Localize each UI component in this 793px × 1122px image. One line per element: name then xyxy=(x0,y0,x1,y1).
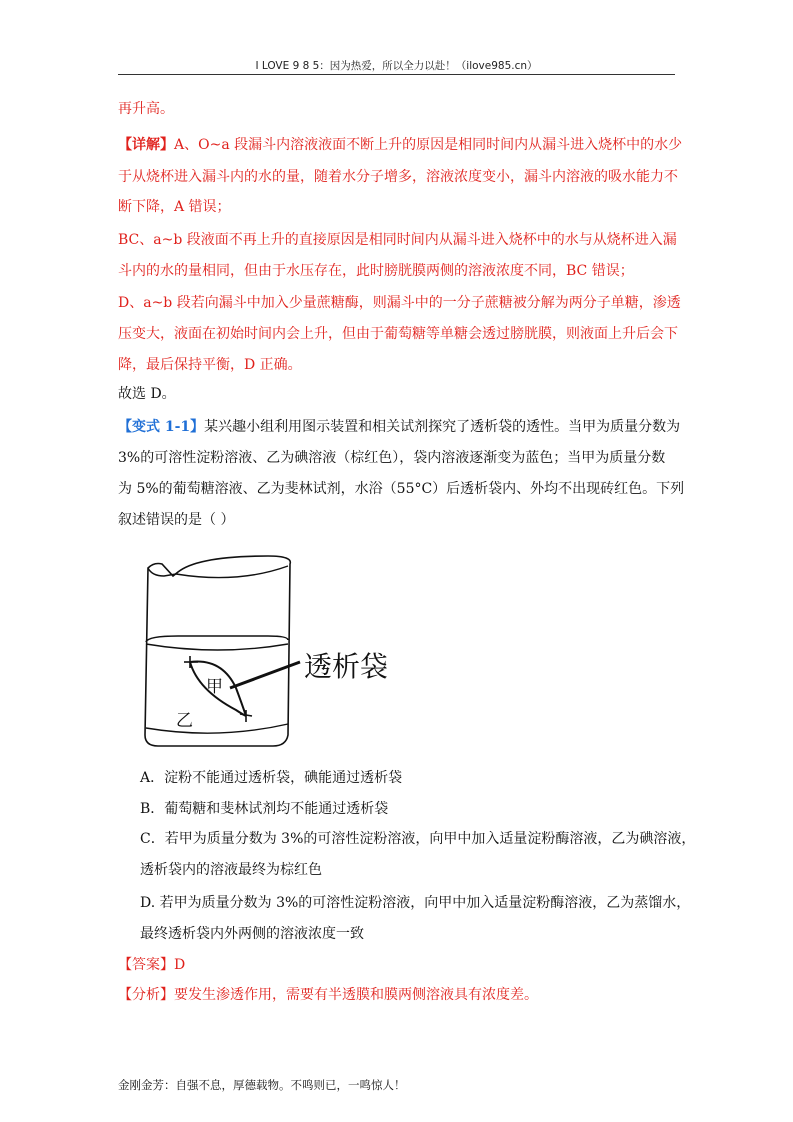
option-c-line-2: 透析袋内的溶液最终为棕红色 xyxy=(140,862,322,878)
option-a: A．淀粉不能通过透析袋，碘能通过透析袋 xyxy=(140,770,403,786)
label-jia: 甲 xyxy=(206,677,223,697)
beaker-bottom xyxy=(146,724,288,733)
option-b: B．葡萄糖和斐林试剂均不能通过透析袋 xyxy=(140,801,389,817)
answer-tag: 【答案】 xyxy=(118,957,174,973)
page-header: I LOVE 9 8 5：因为热爱，所以全力以赴！（ilove985.cn） xyxy=(255,60,538,72)
beaker-outline xyxy=(145,556,290,746)
answer-value: D xyxy=(174,957,186,973)
detail-line-6: D、a~b 段若向漏斗中加入少量蔗糖酶，则漏斗中的一分子蔗糖被分解为两分子单糖，渗透 xyxy=(118,295,681,311)
detail-line-7: 压变大，液面在初始时间内会上升，但由于葡萄糖等单糖会透过膀胱膜，则液面上升后会下 xyxy=(118,326,678,342)
detail-line-1: 【详解】A、O~a 段漏斗内溶液液面不断上升的原因是相同时间内从漏斗进入烧杯中的水少 xyxy=(118,137,683,153)
option-c-line-1: C．若甲为质量分数为 3%的可溶性淀粉溶液，向甲中加入适量淀粉酶溶液，乙为碘溶液， xyxy=(140,831,696,847)
question-line-2: 3%的可溶性淀粉溶液、乙为碘溶液（棕红色），袋内溶液逐渐变为蓝色；当甲为质量分数 xyxy=(118,450,666,466)
beaker-rim xyxy=(176,566,288,578)
question-line-3: 为 5%的葡萄糖溶液、乙为斐林试剂，水浴（55°C）后透析袋内、外均不出现砖红色。下列 xyxy=(118,481,685,497)
answer-line xyxy=(118,956,678,974)
detail-tag: 【详解】 xyxy=(118,137,174,153)
option-d-line-1: D. 若甲为质量分数为 3%的可溶性淀粉溶液，向甲中加入适量淀粉酶溶液，乙为蒸馏水， xyxy=(140,895,691,911)
detail-line-2: 于从烧杯进入漏斗内的水的量，随着水分子增多，溶液浓度变小，漏斗内溶液的吸水能力不 xyxy=(118,169,678,185)
conclusion: 故选 D。 xyxy=(118,386,176,402)
detail-line-5: 斗内的水的量相同，但由于水压存在，此时膀胱膜两侧的溶液浓度不同，BC 错误； xyxy=(118,263,634,279)
beaker-spout xyxy=(148,568,176,576)
question-line-4: 叙述错误的是（ ） xyxy=(118,512,235,528)
liquid-surface-lower xyxy=(146,644,288,650)
label-yi: 乙 xyxy=(176,711,193,731)
analysis-tag: 【分析】 xyxy=(118,987,174,1003)
detail-line-8: 降，最后保持平衡，D 正确。 xyxy=(118,357,302,373)
analysis-line: 【分析】要发生渗透作用，需要有半透膜和膜两侧溶液具有浓度差。 xyxy=(118,987,538,1003)
analysis-tail: 再升高。 xyxy=(118,101,174,117)
page-footer: 金刚金芳：自强不息，厚德载物。不鸣则已，一鸣惊人！ xyxy=(118,1078,406,1092)
detail-line-4: BC、a~b 段液面不再上升的直接原因是相同时间内从漏斗进入烧杯中的水与从烧杯进入漏 xyxy=(118,232,677,248)
header-divider xyxy=(118,74,675,75)
variant-tag: 【变式 1-1】 xyxy=(118,419,205,435)
option-d-line-2: 最终透析袋内外两侧的溶液浓度一致 xyxy=(140,926,364,942)
detail-line-3: 断下降，A 错误； xyxy=(118,199,231,215)
liquid-surface xyxy=(146,636,288,642)
beaker-figure xyxy=(118,540,410,753)
question-line-1: 【变式 1-1】某兴趣小组利用图示装置和相关试剂探究了透析袋的透性。当甲为质量分数为 xyxy=(118,419,681,435)
label-dialysis-bag: 透析袋 xyxy=(304,650,389,683)
